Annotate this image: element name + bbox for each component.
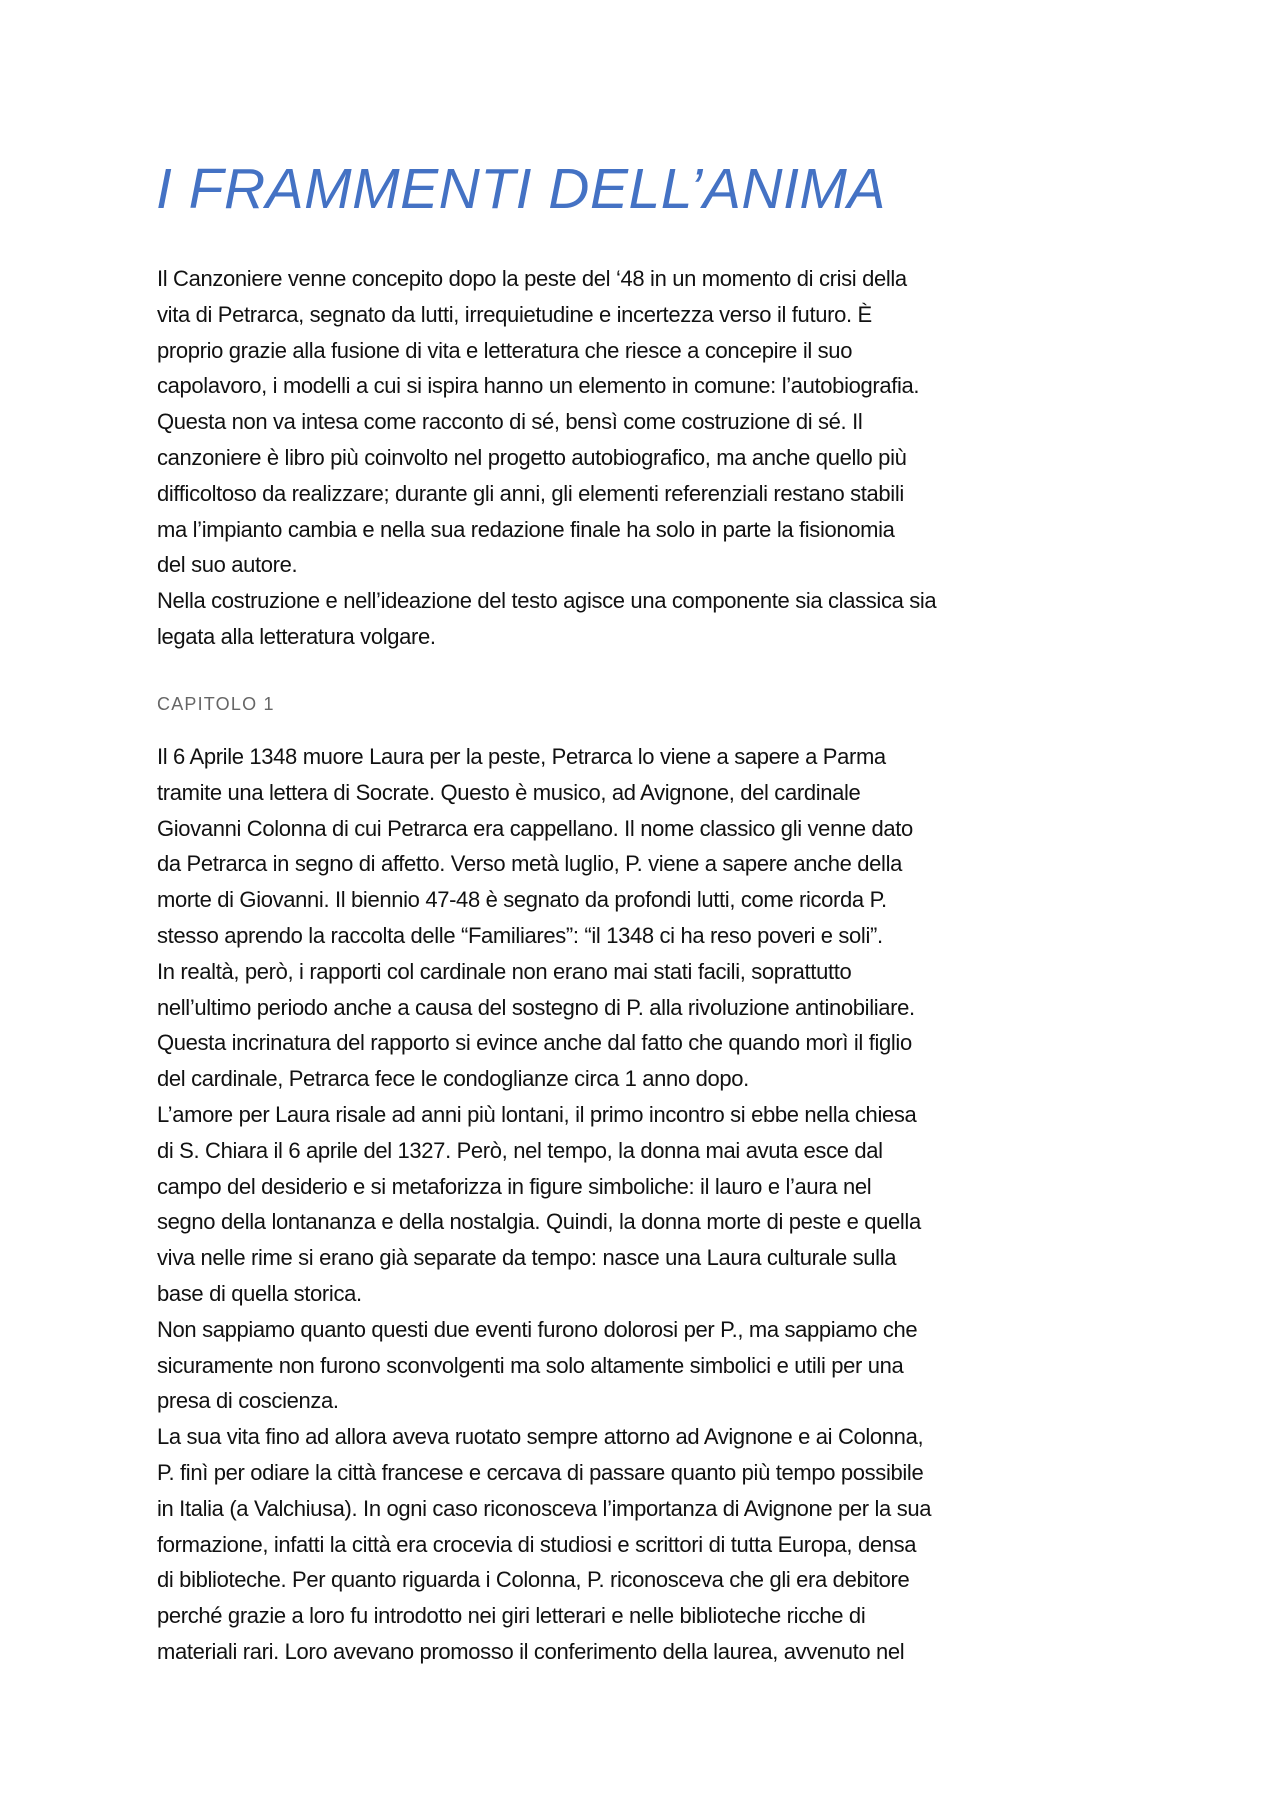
text-line: proprio grazie alla fusione di vita e letteratura che riesce a concepire il suo <box>157 337 853 363</box>
text-line: capolavoro, i modelli a cui si ispira hanno un elemento in comune: l’autobiografia. <box>157 373 920 399</box>
text-line: presa di coscienza. <box>157 1388 339 1414</box>
text-line: Giovanni Colonna di cui Petrarca era cappellano. Il nome classico gli venne dato <box>157 815 913 841</box>
text-line: La sua vita fino ad allora aveva ruotato sempre attorno ad Avignone e ai Colonna, <box>157 1424 924 1450</box>
text-line: morte di Giovanni. Il biennio 47-48 è segnato da profondi lutti, come ricorda P. <box>157 887 887 913</box>
text-line: canzoniere è libro più coinvolto nel progetto autobiografico, ma anche quello più <box>157 444 907 470</box>
text-line: In realtà, però, i rapporti col cardinale non erano mai stati facili, soprattutto <box>157 958 852 984</box>
text-line: Questa incrinatura del rapporto si evince anche dal fatto che quando morì il figlio <box>157 1030 912 1056</box>
text-line: in Italia (a Valchiusa). In ogni caso riconosceva l’importanza di Avignone per la sua <box>157 1495 932 1521</box>
text-line: P. finì per odiare la città francese e cercava di passare quanto più tempo possibile <box>157 1459 924 1485</box>
text-line: Non sappiamo quanto questi due eventi furono dolorosi per P., ma sappiamo che <box>157 1316 918 1342</box>
intro-paragraph <box>157 261 1157 655</box>
text-line: legata alla letteratura volgare. <box>157 623 436 649</box>
text-line: Il Canzoniere venne concepito dopo la peste del ‘48 in un momento di crisi della <box>157 266 907 291</box>
text-line: nell’ultimo periodo anche a causa del sostegno di P. alla rivoluzione antinobiliare. <box>157 994 915 1020</box>
text-line: viva nelle rime si erano già separate da tempo: nasce una Laura culturale sulla <box>157 1245 897 1271</box>
text-line: segno della lontananza e della nostalgia. Quindi, la donna morte di peste e quella <box>157 1209 921 1235</box>
text-line: materiali rari. Loro avevano promosso il conferimento della laurea, avvenuto nel <box>157 1638 905 1664</box>
text-line: stesso aprendo la raccolta delle “Familiares”: “il 1348 ci ha reso poveri e soli”. <box>157 922 883 948</box>
text-line: base di quella storica. <box>157 1280 362 1306</box>
text-line: formazione, infatti la città era crocevia di studiosi e scrittori di tutta Europa, densa <box>157 1531 917 1557</box>
text-line: tramite una lettera di Socrate. Questo è musico, ad Avignone, del cardinale <box>157 779 861 805</box>
text-line: L’amore per Laura risale ad anni più lontani, il primo incontro si ebbe nella chiesa <box>157 1101 917 1127</box>
chapter-body <box>157 739 1157 1670</box>
text-line: difficoltoso da realizzare; durante gli anni, gli elementi referenziali restano stabili <box>157 480 904 506</box>
text-line: del cardinale, Petrarca fece le condoglianze circa 1 anno dopo. <box>157 1066 749 1092</box>
text-line: Questa non va intesa come racconto di sé, bensì come costruzione di sé. Il <box>157 409 863 435</box>
text-line: di biblioteche. Per quanto riguarda i Colonna, P. riconosceva che gli era debitore <box>157 1567 910 1593</box>
text-line: ma l’impianto cambia e nella sua redazione finale ha solo in parte la fisionomia <box>157 516 895 542</box>
text-line: campo del desiderio e si metaforizza in figure simboliche: il lauro e l’aura nel <box>157 1173 872 1199</box>
document-title: I FRAMMENTI DELL’ANIMA <box>156 157 886 221</box>
text-line: vita di Petrarca, segnato da lutti, irrequietudine e incertezza verso il futuro. È <box>157 301 872 327</box>
chapter-heading: CAPITOLO 1 <box>157 694 275 714</box>
text-line: da Petrarca in segno di affetto. Verso metà luglio, P. viene a sapere anche della <box>157 851 903 877</box>
text-line: sicuramente non furono sconvolgenti ma solo altamente simbolici e utili per una <box>157 1352 904 1378</box>
text-line: di S. Chiara il 6 aprile del 1327. Però, nel tempo, la donna mai avuta esce dal <box>157 1137 883 1163</box>
text-line: del suo autore. <box>157 552 298 578</box>
text-line: Nella costruzione e nell’ideazione del testo agisce una componente sia classica sia <box>157 588 937 614</box>
text-line: perché grazie a loro fu introdotto nei giri letterari e nelle biblioteche ricche di <box>157 1603 866 1629</box>
text-line: Il 6 Aprile 1348 muore Laura per la peste, Petrarca lo viene a sapere a Parma <box>157 744 886 769</box>
